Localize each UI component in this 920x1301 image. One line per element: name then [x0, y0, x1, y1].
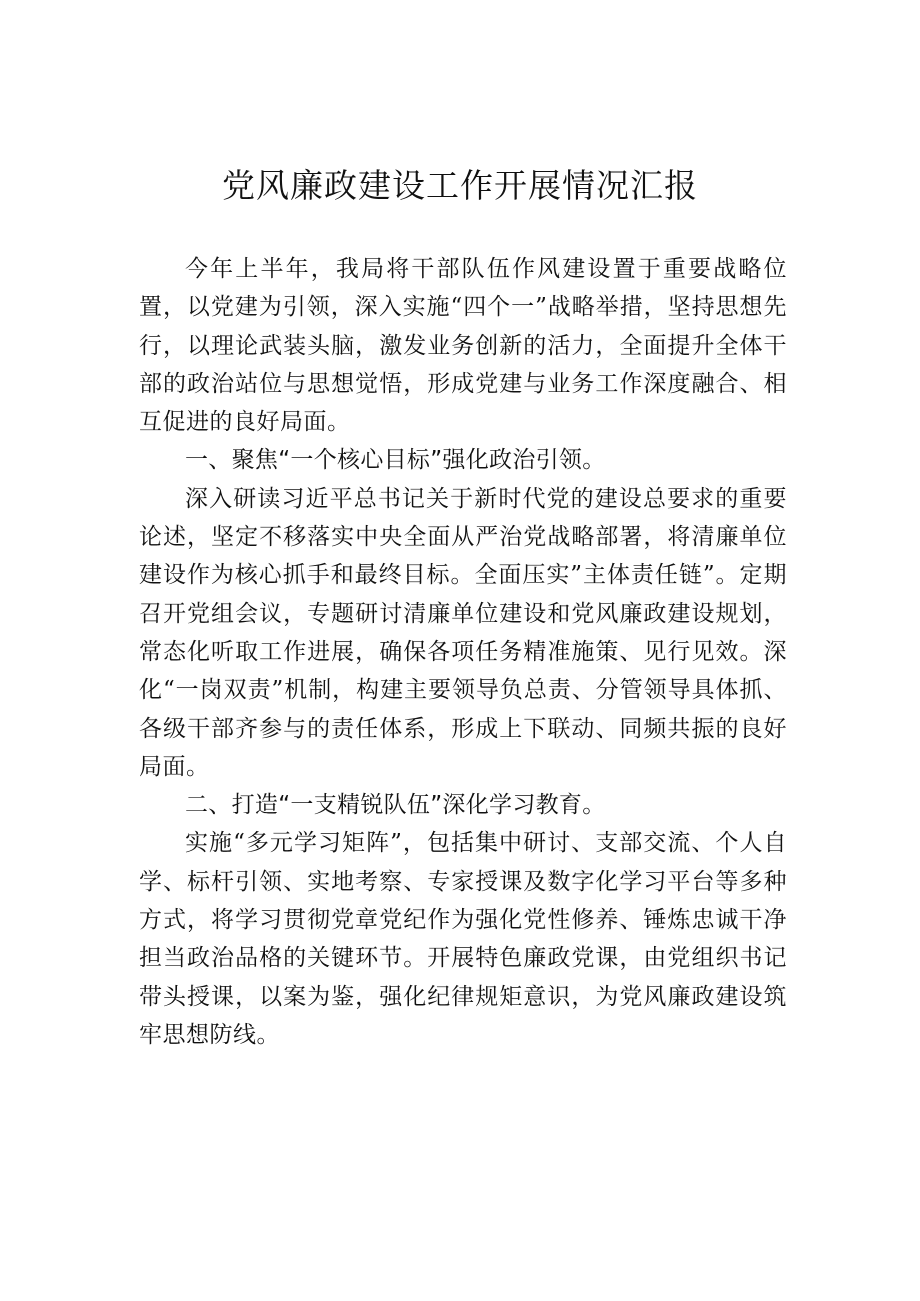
section-heading-2: 二、打造“一支精锐队伍”深化学习教育。 [185, 792, 606, 819]
document-title: 党风廉政建设工作开展情况汇报 [222, 166, 698, 205]
intro-paragraph: 今年上半年，我局将干部队伍作风建设置于重要战略位置，以党建为引领，深入实施“四个一”战略举措，坚持思想先行，以理论武装头脑，激发业务创新的活力，全面提升全体干部的政治站位与思想觉悟，形成党建与业务工作深度融合、相互促进的良好局面。 [139, 256, 787, 436]
section-paragraph-2: 实施“多元学习矩阵”，包括集中研讨、支部交流、个人自学、标杆引领、实地考察、专家授课及数字化学习平台等多种方式，将学习贯彻党章党纪作为强化党性修养、锤炼忠诚干净担当政治品格的关键环节。开展特色廉政党课，由党组织书记带头授课，以案为鉴，强化纪律规矩意识，为党风廉政建设筑牢思想防线。 [139, 830, 787, 1048]
section-heading-1: 一、聚焦“一个核心目标”强化政治引领。 [185, 447, 606, 474]
document-body [139, 250, 787, 1054]
section-paragraph-1: 深入研读习近平总书记关于新时代党的建设总要求的重要论述，坚定不移落实中央全面从严治党战略部署，将清廉单位建设作为核心抓手和最终目标。全面压实”主体责任链”。定期召开党组会议，专题研讨清廉单位建设和党风廉政建设规划，常态化听取工作进展，确保各项任务精准施策、见行见效。深化“一岗双责”机制，构建主要领导负总责、分管领导具体抓、各级干部齐参与的责任体系，形成上下联动、同频共振的良好局面。 [139, 485, 787, 780]
